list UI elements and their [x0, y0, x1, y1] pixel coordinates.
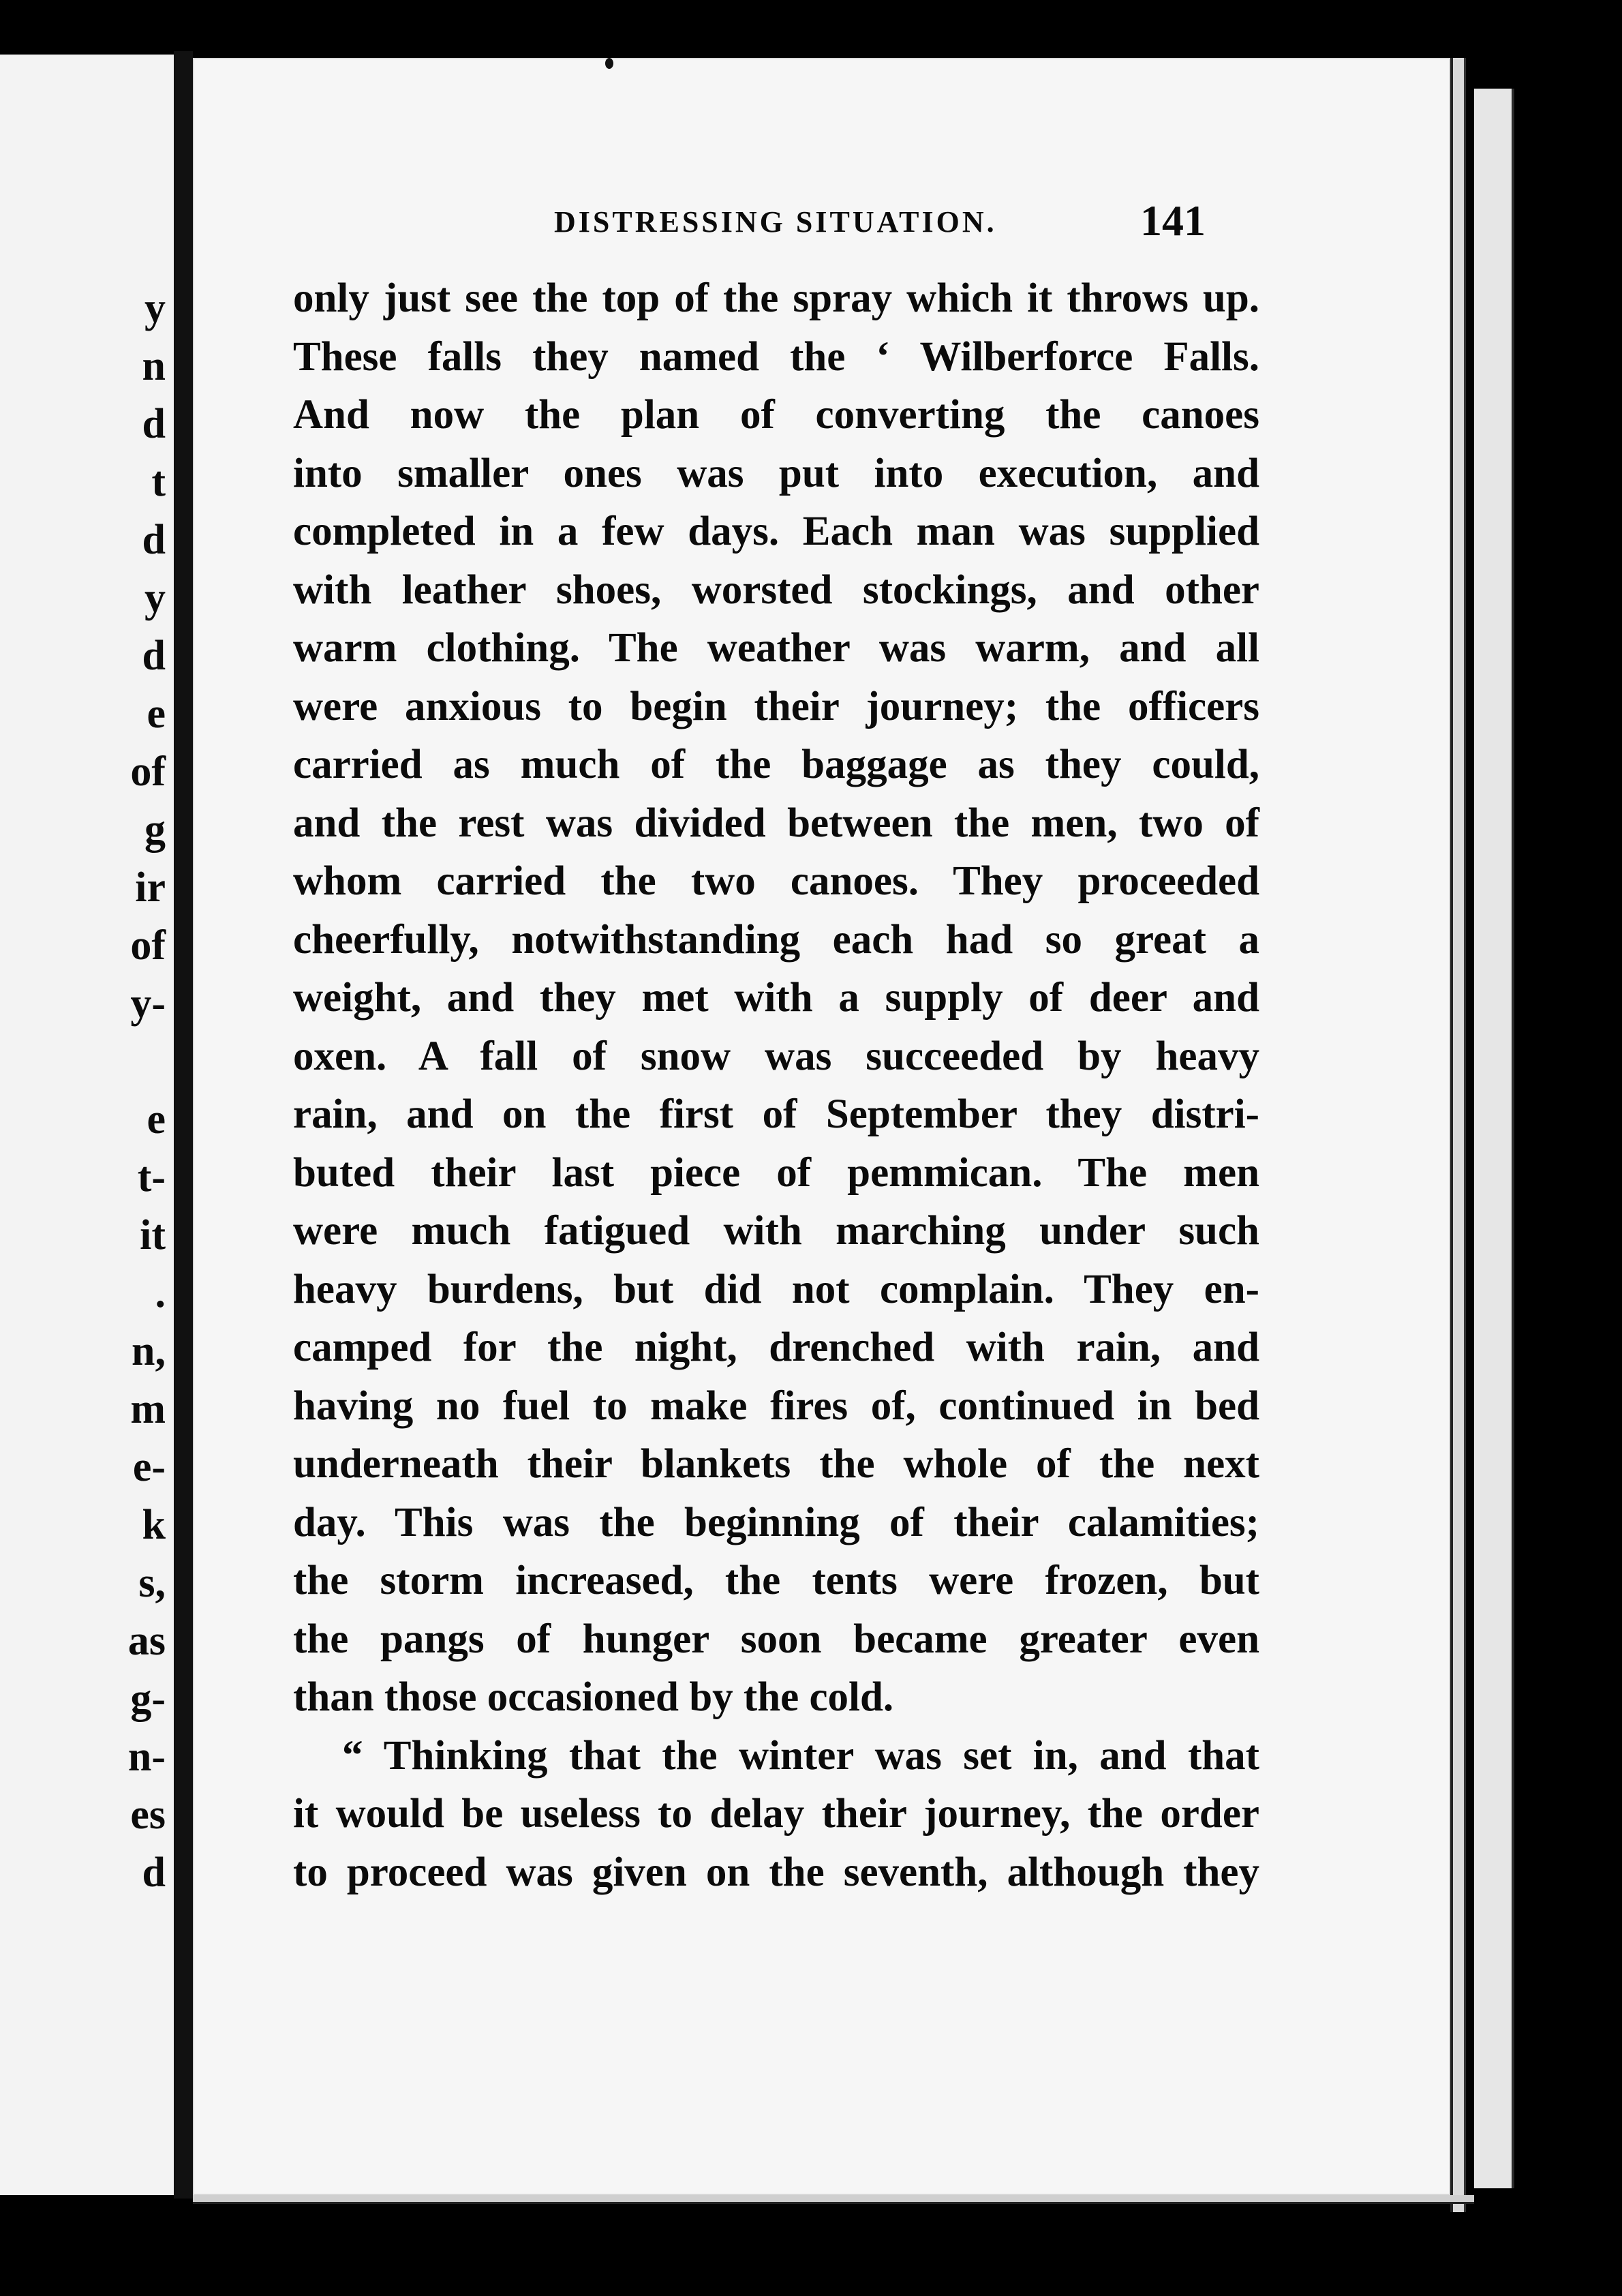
left-fragment: ir [135, 864, 166, 911]
left-fragment: . [155, 1270, 166, 1316]
left-fragment: of [130, 749, 166, 795]
left-fragment: t- [137, 1154, 166, 1200]
left-fragment: as [127, 1618, 166, 1664]
book-spine-gutter [174, 51, 193, 2199]
left-fragment: y [144, 285, 166, 331]
text-line: cheerfully, notwithstanding each had so great a [293, 916, 1259, 963]
running-head: DISTRESSING SITUATION. [554, 205, 997, 239]
left-page-text-fragments [128, 280, 166, 1902]
body-text [293, 269, 1259, 1901]
text-line: the pangs of hunger soon became greater even [293, 1616, 1259, 1662]
left-fragment: g [144, 806, 166, 853]
page-edge [1450, 58, 1466, 2212]
text-line: whom carried the two canoes. They proceeded [293, 858, 1259, 904]
text-line: day. This was the beginning of their calamities; [293, 1499, 1259, 1545]
left-fragment: y- [130, 980, 166, 1027]
left-fragment: d [142, 633, 166, 679]
left-fragment: e- [132, 1444, 166, 1490]
page-number: 141 [1140, 196, 1206, 245]
text-line: than those occasioned by the cold. [293, 1674, 894, 1720]
text-line: warm clothing. The weather was warm, and all [293, 625, 1259, 671]
left-fragment: es [130, 1792, 166, 1838]
left-fragment-gap [128, 1033, 166, 1091]
text-line: to proceed was given on the seventh, although they [293, 1849, 1259, 1895]
left-fragment: m [130, 1386, 166, 1432]
left-fragment: d [142, 401, 166, 447]
text-line: underneath their blankets the whole of the next [293, 1441, 1259, 1487]
text-line: only just see the top of the spray which it throws up. [293, 275, 1259, 321]
text-line: the storm increased, the tents were frozen, but [293, 1558, 1259, 1603]
left-fragment: d [142, 1849, 166, 1896]
text-line: having no fuel to make fires of, continued in bed [293, 1383, 1259, 1429]
text-line: into smaller ones was put into execution, and [293, 450, 1259, 496]
left-fragment: e [147, 1096, 166, 1143]
text-line: carried as much of the baggage as they could, [293, 742, 1259, 787]
book-page [193, 58, 1450, 2195]
left-fragment: of [130, 922, 166, 969]
left-fragment: e [147, 691, 166, 737]
left-fragment: d [142, 517, 166, 563]
left-fragment: n, [132, 1328, 166, 1374]
left-fragment: n- [127, 1734, 166, 1780]
text-line: and the rest was divided between the men, two of [293, 800, 1259, 846]
left-fragment: t [151, 459, 166, 505]
text-line: And now the plan of converting the canoes [293, 392, 1259, 438]
text-line: “ Thinking that the winter was set in, and that [342, 1732, 1259, 1779]
text-line: completed in a few days. Each man was supplied [293, 509, 1259, 554]
text-line: were anxious to begin their journey; the officers [293, 683, 1259, 729]
text-line: camped for the night, drenched with rain, and [293, 1325, 1259, 1370]
left-fragment: k [142, 1502, 166, 1548]
left-fragment: y [144, 575, 166, 621]
left-fragment: g- [130, 1676, 166, 1722]
text-line: it would be useless to delay their journey, the order [293, 1791, 1259, 1837]
text-line: rain, and on the first of September they distri- [293, 1091, 1259, 1137]
text-line: with leather shoes, worsted stockings, and other [293, 567, 1259, 613]
left-fragment: n [142, 343, 166, 389]
page-stack-edge [1474, 89, 1514, 2188]
text-line: heavy burdens, but did not complain. They en- [293, 1266, 1259, 1312]
left-facing-page [0, 55, 174, 2195]
text-line: oxen. A fall of snow was succeeded by heavy [293, 1033, 1259, 1079]
left-fragment: it [140, 1212, 166, 1258]
text-line: were much fatigued with marching under such [293, 1208, 1259, 1254]
text-line: buted their last piece of pemmican. The men [293, 1149, 1259, 1196]
page-bottom-edge [193, 2195, 1474, 2204]
left-fragment: s, [138, 1560, 166, 1606]
text-line: weight, and they met with a supply of deer and [293, 975, 1259, 1021]
text-line: These falls they named the ‘ Wilberforce Falls. [293, 333, 1259, 380]
ink-speck [605, 58, 613, 69]
